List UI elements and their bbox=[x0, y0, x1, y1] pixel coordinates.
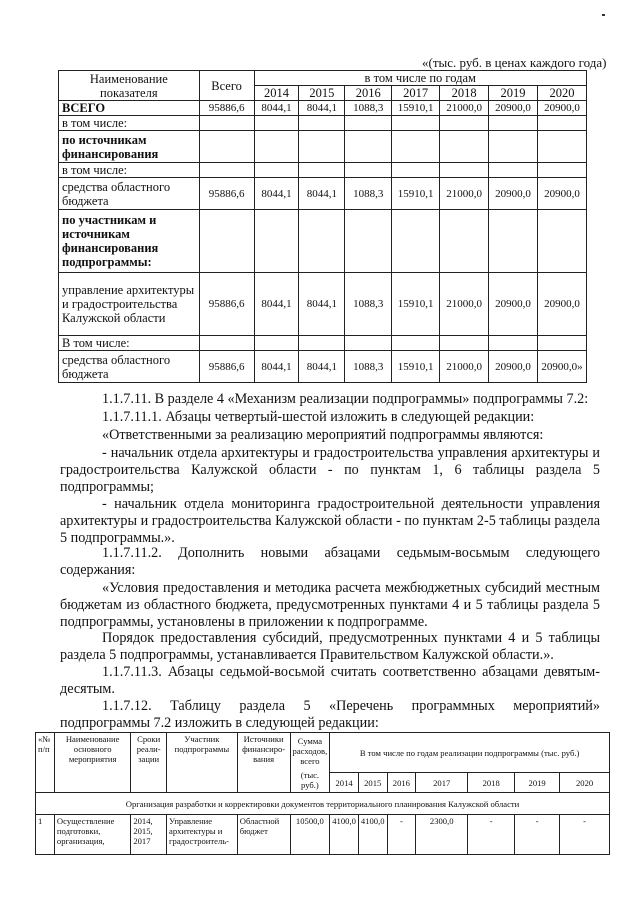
paragraph-responsible: «Ответственными за реализацию мероприятий подпрограммы являются: bbox=[102, 427, 544, 443]
row-label: по источникам финансирования bbox=[59, 131, 200, 163]
row-year-value: 20900,0 bbox=[537, 178, 586, 210]
row-year-value bbox=[489, 163, 538, 178]
programs-header-year: 2018 bbox=[468, 773, 515, 793]
row-year-value: 20900,0 bbox=[489, 178, 538, 210]
paragraph-1-1-7-11: 1.1.7.11. В разделе 4 «Механизм реализации подпрограммы» подпрограммы 7.2: bbox=[102, 391, 589, 407]
header-year: 2016 bbox=[345, 86, 392, 101]
header-year: 2020 bbox=[537, 86, 586, 101]
row-year-value: 8044,1 bbox=[299, 101, 345, 116]
row-year-value bbox=[299, 116, 345, 131]
row-year-value bbox=[299, 210, 345, 273]
row-year-value bbox=[254, 131, 299, 163]
budget-row bbox=[59, 163, 587, 178]
row-total bbox=[199, 210, 254, 273]
row-year-value bbox=[537, 210, 586, 273]
row-year-value bbox=[345, 163, 392, 178]
paragraph-1-1-7-11-1: 1.1.7.11.1. Абзацы четвертый-шестой изложить в следующей редакции: bbox=[102, 409, 535, 425]
programs-header-year: 2016 bbox=[387, 773, 416, 793]
programs-header-participant: Участник подпрограммы bbox=[167, 733, 238, 793]
row-year-value: 20900,0 bbox=[537, 101, 586, 116]
row-total: 95886,6 bbox=[199, 101, 254, 116]
row-year-value: 1088,3 bbox=[345, 351, 392, 383]
row-year-value: 20900,0 bbox=[489, 273, 538, 336]
programs-row-value: 2300,0 bbox=[416, 815, 468, 855]
row-year-value bbox=[254, 210, 299, 273]
row-year-value bbox=[489, 336, 538, 351]
row-year-value bbox=[537, 163, 586, 178]
row-year-value bbox=[345, 210, 392, 273]
budget-row bbox=[59, 273, 587, 336]
programs-header-num: «№ п/п bbox=[36, 733, 55, 793]
budget-row bbox=[59, 116, 587, 131]
row-year-value: 21000,0 bbox=[440, 351, 489, 383]
row-label: в том числе: bbox=[59, 163, 200, 178]
row-year-value: 8044,1 bbox=[299, 351, 345, 383]
programs-row-name: Осуществление подготовки, организация, bbox=[54, 815, 130, 855]
row-year-value bbox=[440, 131, 489, 163]
row-year-value bbox=[345, 336, 392, 351]
row-year-value bbox=[254, 163, 299, 178]
row-year-value bbox=[392, 210, 440, 273]
row-label: ВСЕГО bbox=[59, 101, 200, 116]
row-label: в том числе: bbox=[59, 116, 200, 131]
row-year-value bbox=[345, 131, 392, 163]
paragraph-architecture-head: - начальник отдела архитектуры и градостроительства управления архитектуры и градостроительства Калужской области - по пунктам 1, 6 таблицы раздела 5 подпрограммы; bbox=[60, 445, 600, 495]
row-total: 95886,6 bbox=[199, 351, 254, 383]
paragraph-1-1-7-12: 1.1.7.12. Таблицу раздела 5 «Перечень программных мероприятий» подпрограммы 7.2 изложить в следующей редакции: bbox=[60, 698, 600, 731]
row-year-value bbox=[537, 116, 586, 131]
row-year-value: 8044,1 bbox=[254, 273, 299, 336]
row-year-value: 21000,0 bbox=[440, 273, 489, 336]
row-total: 95886,6 bbox=[199, 273, 254, 336]
programs-header-sum-label: Сумма расходов, всего bbox=[292, 735, 328, 766]
programs-row-value: - bbox=[515, 815, 560, 855]
header-year: 2014 bbox=[254, 86, 299, 101]
budget-row bbox=[59, 336, 587, 351]
header-year: 2017 bbox=[392, 86, 440, 101]
row-year-value: 20900,0 bbox=[537, 273, 586, 336]
programs-row-sum: 10500,0 bbox=[290, 815, 330, 855]
row-total: 95886,6 bbox=[199, 178, 254, 210]
header-total: Всего bbox=[199, 71, 254, 101]
row-year-value: 8044,1 bbox=[299, 273, 345, 336]
scan-speck bbox=[602, 14, 605, 16]
paragraph-1-1-7-11-2: 1.1.7.11.2. Дополнить новыми абзацами седьмым-восьмым следующего bbox=[102, 545, 600, 561]
programs-table bbox=[35, 732, 610, 855]
budget-row bbox=[59, 351, 587, 383]
paragraph-conditions: «Условия предоставления и методика расчета межбюджетных субсидий местным бюджетам из областного бюджета, предусмотренных пунктами 4 и 5 таблицы раздела 5 подпрограммы, установлены в приложении к подпрограмме. bbox=[60, 580, 600, 630]
header-name: Наименование показателя bbox=[59, 71, 200, 101]
row-year-value: 8044,1 bbox=[254, 178, 299, 210]
programs-header-sources: Источники финансиро-вания bbox=[237, 733, 290, 793]
row-year-value: 8044,1 bbox=[254, 351, 299, 383]
paragraph-1-1-7-11-2-cont: содержания: bbox=[60, 562, 136, 578]
paragraph-1-1-7-11-3: 1.1.7.11.3. Абзацы седьмой-восьмой считать соответственно абзацами девятым-десятым. bbox=[60, 664, 600, 697]
row-year-value bbox=[254, 336, 299, 351]
programs-header-sum bbox=[290, 733, 330, 793]
row-label: В том числе: bbox=[59, 336, 200, 351]
paragraph-monitoring-head: - начальник отдела мониторинга градостроительной деятельности управления архитектуры и градостроительства Калужской области - по пунктам 2-5 таблицы раздела 5 подпрограммы.». bbox=[60, 496, 600, 546]
row-total bbox=[199, 163, 254, 178]
row-label: средства областного бюджета bbox=[59, 351, 200, 383]
programs-row-participant: Управление архитектуры и градостроитель- bbox=[167, 815, 238, 855]
programs-row-value: - bbox=[560, 815, 610, 855]
programs-header-name: Наименование основного мероприятия bbox=[54, 733, 130, 793]
row-year-value bbox=[489, 116, 538, 131]
row-total bbox=[199, 131, 254, 163]
row-year-value: 20900,0 bbox=[489, 351, 538, 383]
row-year-value: 20900,0 bbox=[489, 101, 538, 116]
header-years-group: в том числе по годам bbox=[254, 71, 587, 86]
programs-header-terms: Сроки реали-зации bbox=[131, 733, 167, 793]
units-note: «(тыс. руб. в ценах каждого года) bbox=[422, 55, 607, 70]
budget-row bbox=[59, 101, 587, 116]
row-year-value: 15910,1 bbox=[392, 178, 440, 210]
row-year-value bbox=[440, 336, 489, 351]
programs-row-terms: 2014, 2015, 2017 bbox=[131, 815, 167, 855]
programs-row-value: - bbox=[387, 815, 416, 855]
row-year-value: 1088,3 bbox=[345, 273, 392, 336]
budget-row bbox=[59, 178, 587, 210]
programs-header-year: 2017 bbox=[416, 773, 468, 793]
programs-row-num: 1 bbox=[36, 815, 55, 855]
programs-row-value: 4100,0 bbox=[330, 815, 359, 855]
programs-header-year: 2020 bbox=[560, 773, 610, 793]
programs-header-years-group: В том числе по годам реализации подпрограммы (тыс. руб.) bbox=[330, 733, 610, 773]
row-year-value bbox=[392, 131, 440, 163]
programs-header-year: 2019 bbox=[515, 773, 560, 793]
row-year-value bbox=[392, 116, 440, 131]
programs-header-year: 2015 bbox=[358, 773, 387, 793]
programs-header-sum-unit: (тыс. руб.) bbox=[300, 769, 320, 790]
row-year-value bbox=[440, 163, 489, 178]
row-year-value bbox=[299, 336, 345, 351]
row-year-value bbox=[537, 336, 586, 351]
row-year-value bbox=[537, 131, 586, 163]
row-year-value: 8044,1 bbox=[254, 101, 299, 116]
row-year-value bbox=[392, 336, 440, 351]
header-year: 2018 bbox=[440, 86, 489, 101]
row-year-value: 15910,1 bbox=[392, 351, 440, 383]
row-year-value: 15910,1 bbox=[392, 273, 440, 336]
row-year-value: 1088,3 bbox=[345, 101, 392, 116]
programs-header-year: 2014 bbox=[330, 773, 359, 793]
row-total bbox=[199, 336, 254, 351]
programs-row-value: - bbox=[468, 815, 515, 855]
row-label: управление архитектуры и градостроительства Калужской области bbox=[59, 273, 200, 336]
row-year-value: 21000,0 bbox=[440, 178, 489, 210]
row-year-value bbox=[440, 116, 489, 131]
row-year-value: 21000,0 bbox=[440, 101, 489, 116]
budget-table bbox=[58, 70, 587, 383]
row-year-value bbox=[299, 131, 345, 163]
row-total bbox=[199, 116, 254, 131]
programs-row-source: Областной бюджет bbox=[237, 815, 290, 855]
row-year-value bbox=[489, 210, 538, 273]
row-year-value: 1088,3 bbox=[345, 178, 392, 210]
header-year: 2015 bbox=[299, 86, 345, 101]
row-year-value bbox=[299, 163, 345, 178]
header-year: 2019 bbox=[489, 86, 538, 101]
row-label: средства областного бюджета bbox=[59, 178, 200, 210]
row-year-value bbox=[440, 210, 489, 273]
budget-row bbox=[59, 210, 587, 273]
row-year-value bbox=[345, 116, 392, 131]
row-year-value bbox=[254, 116, 299, 131]
budget-row bbox=[59, 131, 587, 163]
row-year-value: 15910,1 bbox=[392, 101, 440, 116]
row-year-value: 20900,0» bbox=[537, 351, 586, 383]
row-year-value bbox=[489, 131, 538, 163]
programs-row-value: 4100,0 bbox=[358, 815, 387, 855]
row-year-value bbox=[392, 163, 440, 178]
paragraph-procedure: Порядок предоставления субсидий, предусмотренных пунктами 4 и 5 таблицы раздела 5 подпрограммы, устанавливается Правительством Калужской области.». bbox=[60, 630, 600, 663]
row-label: по участникам и источникам финансирования подпрограммы: bbox=[59, 210, 200, 273]
programs-section-title: Организация разработки и корректировки документов территориального планирования Калужской области bbox=[36, 793, 610, 815]
row-year-value: 8044,1 bbox=[299, 178, 345, 210]
